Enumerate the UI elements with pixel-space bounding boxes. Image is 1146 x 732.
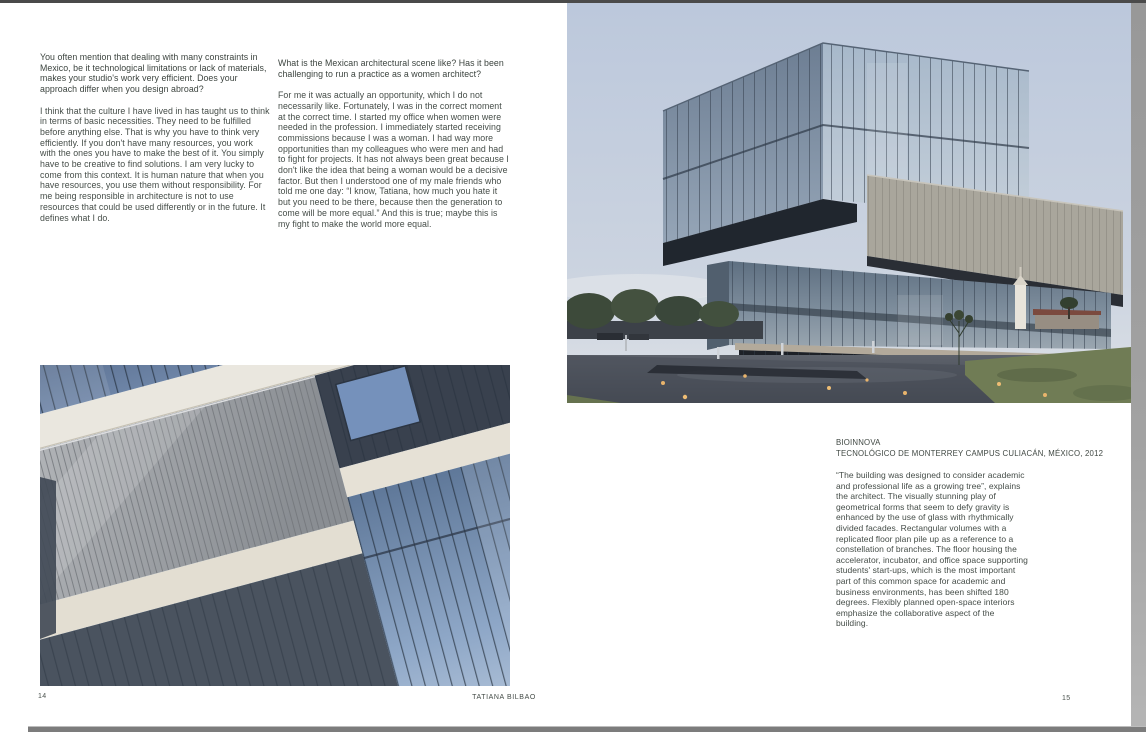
interview-column-1 — [40, 52, 270, 234]
building-exterior-illustration — [567, 3, 1131, 403]
building-detail — [40, 365, 510, 686]
page-number-right: 15 — [1062, 695, 1071, 702]
interview-question-1: You often mention that dealing with many constraints in Mexico, be it technological limitations or lack of materials, makes your studio's work very efficient. Does your approach differ when you design abroad? — [40, 52, 267, 95]
project-subtitle: TECNOLÓGICO DE MONTERREY CAMPUS CULIACÁN, MÉXICO, 2012 — [836, 448, 1104, 458]
left-facade-sliver — [40, 477, 56, 639]
page-number-left: 14 — [38, 693, 47, 700]
scan-edge-top — [0, 0, 1146, 3]
scan-edge-bottom — [28, 726, 1146, 732]
right-photo — [567, 3, 1131, 403]
footer-author: TATIANA BILBAO — [472, 694, 536, 701]
scan-edge-right — [1131, 0, 1146, 732]
project-description: “The building was designed to consider academic and professional life as a growing tree”, explains the architect. The visually stunning play of geometrical forms that seem to defy gravity is enhanced by the use of glass with rhythmically divided facades. Rectangular volumes with a replicated floor plan pile up as a reference to a constellation of branches. The floor housing the accelerator, incubator, and office space supporting students' start-ups, which is the most important part of this common space for academic and business environments, has been shifted 180 degrees. Flexibly planned open-space interiors emphasize the collaborative aspect of the building. — [836, 470, 1028, 629]
interview-answer-2: For me it was actually an opportunity, which I do not necessarily like. Fortunately, I was in the correct moment at the correct time. I started my office when women were needed in the profession. I immediately started receiving commissions because I was a woman. I had way more opportunities than my colleagues who were men and had to fight for projects. It has not always been great because I don't like the idea that being a woman would be a decisive factor. But then I understood one of my male friends who told me one day: “I know, Tatiana, how much you hate it but you need to be there, because then the generation to come will be more equal.” And this is true; maybe this is my fight to make the world more equal. — [278, 90, 509, 229]
left-page — [0, 0, 567, 726]
facade-detail-illustration — [40, 365, 510, 686]
interview-column-2 — [278, 58, 511, 240]
interview-question-2: What is the Mexican architectural scene like? Has it been challenging to run a practice as a women architect? — [278, 58, 504, 79]
right-page — [567, 0, 1131, 726]
interview-answer-1: I think that the culture I have lived in has taught us to think in terms of basic necessities. They need to be fulfilled before anything else. That is why you have to think very efficiently. If you don't have many resources, you work with the ones you have to make the best of it. You simply have to be creative to find solutions. I am very lucky to come from this context. It is human nature that when you have resources, you use them without responsibility. For me being responsible in architecture is not to use resources that could be used differently or in the future. It defines what I do. — [40, 105, 270, 223]
project-caption — [836, 438, 1103, 629]
project-title: BIOINNOVA — [836, 438, 881, 447]
left-photo — [40, 365, 510, 686]
